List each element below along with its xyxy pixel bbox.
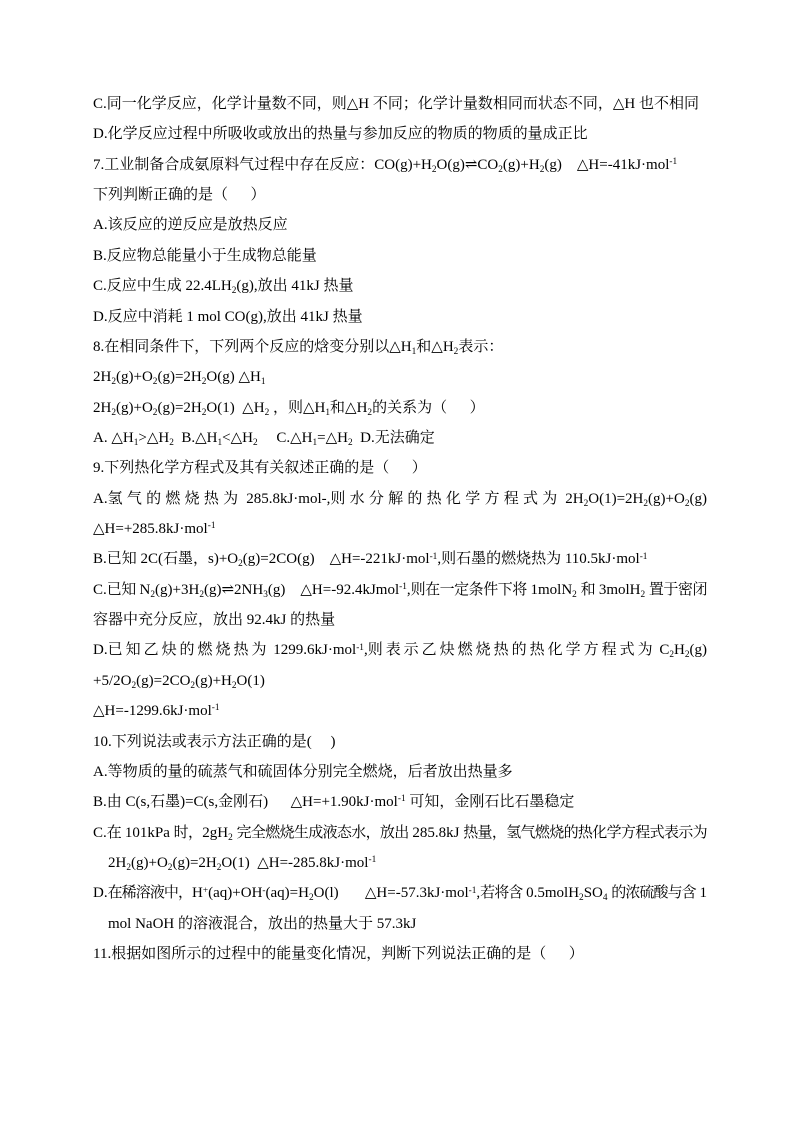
text-run: B.△H: [173, 429, 218, 446]
subscript: 2: [228, 832, 233, 843]
text-run: (g)+O: [648, 490, 685, 507]
superscript: -1: [639, 551, 648, 562]
subscript: 4: [602, 893, 608, 904]
subscript: 2: [152, 377, 158, 388]
q11-stem: [93, 939, 707, 969]
subscript: 1: [325, 407, 331, 418]
q9-option-c: [93, 575, 707, 605]
line-text: [93, 362, 266, 392]
text-run: (g)=2H: [172, 854, 217, 871]
line-text: [93, 878, 707, 908]
text-run: (g): [689, 490, 707, 507]
subscript: 2: [453, 346, 459, 357]
line-text: [93, 939, 584, 969]
text-run: △H=+285.8kJ·mol: [93, 521, 208, 538]
subscript: 2: [231, 680, 237, 691]
subscript: 1: [312, 437, 318, 448]
text-run: (g) △H=-92.4kJmol: [267, 581, 400, 598]
q10-option-a: [93, 757, 707, 787]
subscript: 2: [238, 559, 243, 570]
superscript: -1: [207, 521, 216, 532]
text-run: C.同一化学反应，化学计量数不同，则△H 不同；化学计量数相同而状态不同，△H 也不相同: [93, 96, 699, 112]
subscript: 1: [411, 346, 417, 357]
text-run: 2H: [93, 399, 112, 416]
q9-option-a: [93, 484, 707, 514]
line-text: [93, 119, 588, 149]
q10-option-d: [93, 878, 707, 908]
q7-option-c: [93, 271, 707, 301]
text-run: H: [674, 642, 685, 659]
text-run: (g),放出 41kJ 热量: [236, 278, 354, 295]
subscript: 2: [216, 862, 222, 873]
text-run-cjk: 热量，氢气燃烧的热化学方程式表示为: [463, 824, 707, 841]
subscript: 2: [498, 164, 503, 175]
line-text: [108, 848, 376, 878]
subscript: 2: [152, 407, 158, 418]
text-run: A. △H: [93, 429, 134, 446]
superscript: -: [262, 885, 266, 896]
text-run: O(1)=2H: [588, 490, 644, 507]
q6-option-d: [93, 119, 707, 149]
text-run: 的关系为（ ）: [372, 399, 485, 416]
line-text: [93, 696, 220, 726]
text-run: 和△H: [330, 399, 368, 416]
line-text: [93, 605, 335, 635]
text-run: 2H: [93, 369, 112, 386]
text-run: (aq)=H: [265, 885, 309, 902]
subscript: 2: [431, 164, 437, 175]
text-run: O(l) △H=-57.3kJ·mol: [313, 885, 469, 902]
q8-stem: [93, 332, 707, 362]
text-run: =△H: [317, 429, 348, 446]
text-run: ，则△H: [269, 399, 326, 416]
line-text: [93, 180, 266, 210]
text-run: (g)⇌2NH: [204, 581, 264, 598]
q9-stem: [93, 453, 707, 483]
superscript: -1: [397, 794, 406, 805]
text-run: (aq)+OH: [208, 885, 263, 902]
line-text: [93, 484, 707, 514]
text-run: [645, 582, 707, 598]
exam-page: [93, 89, 707, 969]
text-run: ,若将含 0.5molH: [476, 885, 580, 902]
q7-option-d: [93, 302, 707, 332]
text-run: C.反应中生成 22.4LH: [93, 278, 232, 295]
subscript: 2: [150, 589, 156, 600]
text-run-cjk: 完全燃烧生成液态水，放出: [236, 824, 409, 841]
text-run: 和 3molH: [580, 581, 641, 598]
text-run: +5/2O: [93, 672, 132, 689]
text-run: C.已知 N: [93, 581, 151, 598]
text-run-cjk: 的浓硫酸与含: [611, 885, 696, 902]
q9-option-c-cont: [93, 605, 707, 635]
text-run: 的浓硫酸与含 1: [611, 885, 707, 902]
subscript: 1: [133, 437, 139, 448]
line-text: [93, 271, 354, 301]
q8-equation-1: [93, 362, 707, 392]
text-run: (g)=2CO(g) △H=-221kJ·mol: [242, 551, 430, 568]
subscript: 2: [572, 589, 577, 600]
subscript: 2: [231, 286, 237, 297]
text-run: △H=-1299.6kJ·mol: [93, 703, 212, 720]
subscript: 2: [167, 862, 173, 873]
line-text: [93, 89, 699, 119]
text-run: O(g) △H: [206, 369, 261, 386]
q6-option-c: [93, 89, 707, 119]
text-run: (g)+O: [116, 369, 153, 386]
subscript: 2: [583, 498, 589, 509]
q7-option-b: [93, 241, 707, 271]
line-text: [93, 302, 363, 332]
subscript: 1: [217, 437, 223, 448]
subscript: 2: [169, 437, 174, 448]
text-run-cjk: 若将含: [480, 885, 523, 902]
line-text: [93, 787, 574, 817]
text-run: mol NaOH 的溶液混合，放出的热量大于 57.3kJ: [108, 915, 417, 932]
text-run-cjk: 时，: [173, 824, 203, 841]
text-run: D.化学反应过程中所吸收或放出的热量与参加反应的物质的物质的量成正比: [93, 126, 588, 143]
line-text: [93, 666, 265, 696]
line-text: [93, 544, 647, 574]
text-run: B.已知 2C(石墨，s)+O: [93, 551, 239, 568]
text-run-cjk: 在稀溶液中，: [107, 885, 193, 902]
q8-options: [93, 423, 707, 453]
text-run: 2H: [108, 854, 127, 871]
subscript: 2: [579, 893, 584, 904]
subscript: 2: [252, 437, 258, 448]
subscript: 2: [111, 407, 116, 418]
subscript: 2: [111, 377, 116, 388]
subscript: 2: [684, 498, 690, 509]
subscript: 2: [367, 407, 373, 418]
line-text: [93, 210, 288, 240]
superscript: -1: [368, 855, 377, 866]
subscript: 2: [201, 377, 207, 388]
text-run-cjk: 则在一定条件下将: [410, 581, 527, 598]
superscript: +: [202, 885, 209, 896]
q10-option-b: [93, 787, 707, 817]
text-run: SO: [583, 885, 603, 902]
text-run: (g)=2H: [157, 369, 202, 386]
line-text: [108, 909, 416, 939]
q9-option-d-cont-1: [93, 666, 707, 696]
subscript: 2: [190, 680, 196, 691]
text-run: D.无法确定: [352, 429, 435, 446]
q10-option-c-cont: [93, 848, 707, 878]
text-run: D.在稀溶液中，H: [93, 885, 203, 902]
text-run: A.该反应的逆反应是放热反应: [93, 217, 288, 234]
text-run: O(1) △H: [206, 399, 265, 416]
text-run: (g): [689, 642, 707, 659]
text-run: (g)+H: [195, 672, 232, 689]
subscript: 2: [201, 407, 207, 418]
text-run: ,则表示乙炔燃烧热的热化学方程式为 C: [363, 642, 670, 659]
line-text: [93, 635, 707, 665]
text-run: C.△H: [257, 429, 313, 446]
text-run: >△H: [138, 429, 170, 446]
line-text: [93, 332, 503, 362]
text-run-cjk: 氢气的燃烧热为: [107, 490, 243, 507]
text-run: 11.根据如图所示的过程中的能量变化情况，判断下列说法正确的是（ ）: [93, 946, 584, 963]
text-run: (g)=2CO: [136, 672, 191, 689]
q7-option-a: [93, 210, 707, 240]
line-text: [93, 514, 215, 544]
superscript: -1: [211, 703, 220, 714]
text-run: (g) △H=-41kJ·mol: [544, 156, 670, 173]
line-text: [93, 393, 485, 423]
superscript: -1: [399, 581, 407, 592]
text-run: (g)+H: [502, 156, 540, 173]
text-run: A.氢气的燃烧热为 285.8kJ·mol-,则水分解的热化学方程式为 2H: [93, 490, 584, 507]
line-text: [93, 453, 427, 483]
subscript: 3: [263, 589, 268, 600]
text-run: B.反应物总能量小于生成物总能量: [93, 247, 317, 264]
q10-option-d-cont: [93, 909, 707, 939]
subscript: 2: [669, 650, 674, 661]
text-run-cjk: 置于密闭: [648, 581, 707, 598]
text-run-cjk: 已知乙炔的燃烧热为: [107, 642, 270, 659]
line-text: [93, 150, 677, 180]
subscript: 2: [126, 862, 131, 873]
text-run: 和△H: [416, 338, 454, 355]
text-run: 下列判断正确的是（ ）: [93, 187, 266, 204]
text-run-cjk: 已知: [106, 581, 136, 598]
text-run: D.反应中消耗 1 mol CO(g),放出 41kJ 热量: [93, 308, 363, 325]
text-run: B.由 C(s,石墨)=C(s,金刚石) △H=+1.90kJ·mol: [93, 794, 398, 811]
q9-option-d-cont-2: [93, 696, 707, 726]
text-run: D.已知乙炔的燃烧热为 1299.6kJ·mol: [93, 642, 357, 659]
text-run: O(1): [236, 672, 265, 689]
q9-option-d: [93, 635, 707, 665]
subscript: 2: [308, 893, 314, 904]
text-run: (g)+O: [131, 854, 168, 871]
text-run: C.在 101kPa 时，2gH: [93, 824, 229, 841]
q10-option-c: [93, 818, 707, 848]
text-run: 可知，金刚石比石墨稳定: [405, 794, 575, 811]
text-run: A.等物质的量的硫蒸气和硫固体分别完全燃烧，后者放出热量多: [93, 763, 513, 780]
text-run: 10.下列说法或表示方法正确的是( ): [93, 733, 336, 750]
line-text: [93, 727, 336, 757]
text-run: ,则石墨的燃烧热为 110.5kJ·mol: [437, 551, 640, 568]
subscript: 2: [684, 650, 690, 661]
line-text: [93, 575, 707, 605]
superscript: -1: [429, 551, 438, 562]
subscript: 2: [264, 407, 270, 418]
line-text: [93, 423, 435, 453]
text-run-cjk: 则表示乙炔燃烧热的热化学方程式为: [367, 642, 656, 659]
q7-stem: [93, 150, 707, 180]
q10-stem: [93, 727, 707, 757]
subscript: 2: [643, 498, 649, 509]
text-run: 容器中充分反应，放出 92.4kJ 的热量: [93, 612, 336, 629]
text-run-cjk: 和: [580, 581, 596, 598]
superscript: -1: [468, 885, 477, 896]
subscript: 2: [539, 164, 545, 175]
line-text: [93, 818, 707, 848]
q9-option-b: [93, 544, 707, 574]
text-run: 9.下列热化学方程式及其有关叙述正确的是（ ）: [93, 460, 427, 477]
subscript: 2: [347, 437, 353, 448]
text-run: ,则在一定条件下将 1molN: [406, 581, 573, 598]
text-run: (g)+O: [116, 399, 153, 416]
superscript: -1: [669, 156, 678, 167]
text-run: 8.在相同条件下，下列两个反应的焓变分别以△H: [93, 338, 412, 355]
text-run: O(g)⇌CO: [436, 156, 499, 173]
q8-equation-2: [93, 393, 707, 423]
subscript: 2: [131, 680, 137, 691]
text-run: 7.工业制备合成氨原料气过程中存在反应：CO(g)+H: [93, 156, 432, 173]
q7-prompt: [93, 180, 707, 210]
text-run: (g)=2H: [157, 399, 202, 416]
superscript: -1: [356, 642, 364, 653]
text-run: O(1) △H=-285.8kJ·mol: [221, 854, 369, 871]
text-run: 完全燃烧生成液态水，放出 285.8kJ 热量，氢气燃烧的热化学方程式表示为: [236, 824, 707, 841]
text-run-cjk: 则水分解的热化学方程式为: [330, 490, 562, 507]
subscript: 1: [260, 377, 266, 388]
line-text: [93, 757, 513, 787]
subscript: 2: [640, 589, 646, 600]
line-text: [93, 241, 317, 271]
q9-option-a-cont: [93, 514, 707, 544]
text-run: 表示：: [458, 338, 504, 355]
text-run: (g)+3H: [155, 581, 200, 598]
text-run: <△H: [222, 429, 253, 446]
text-run-cjk: 在: [106, 824, 122, 841]
subscript: 2: [199, 589, 204, 600]
